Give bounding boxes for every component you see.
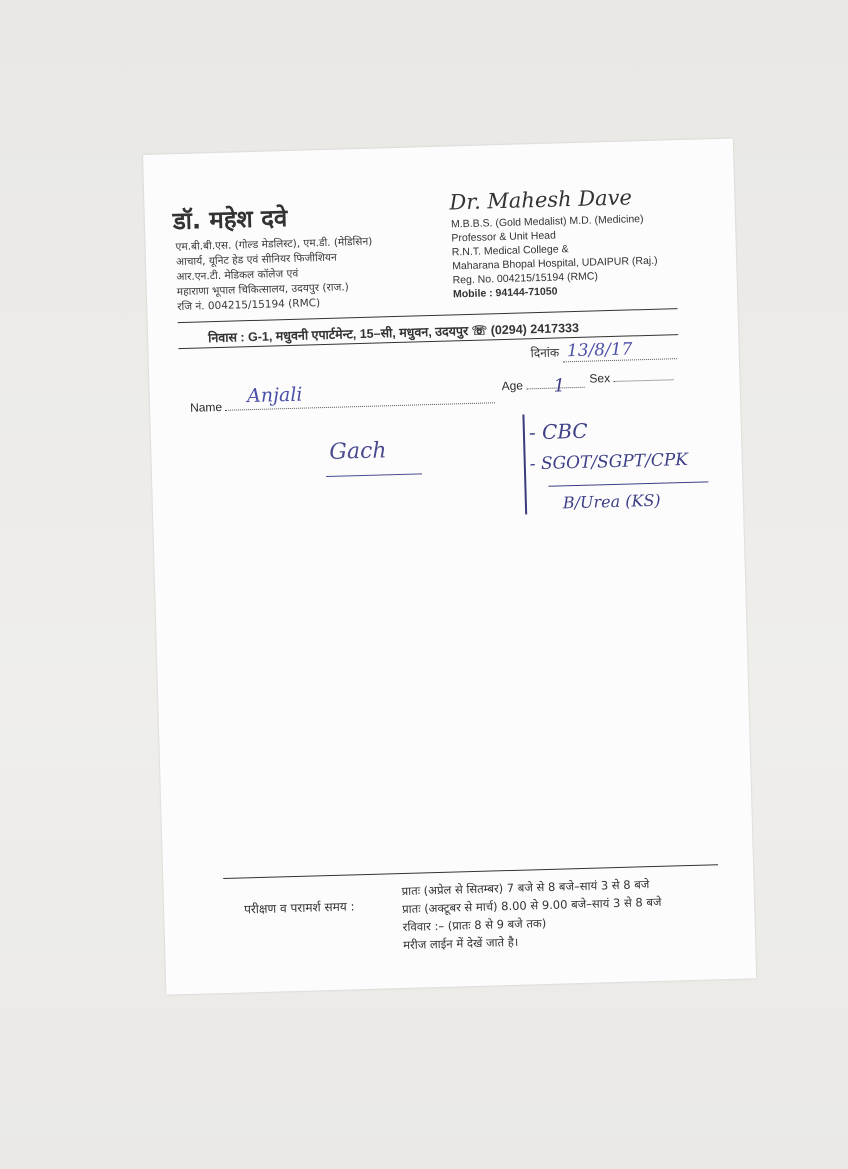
tests-underline (548, 481, 708, 486)
name-label: Name (189, 399, 223, 415)
registration-english: Reg. No. 004215/15194 (RMC) (452, 270, 599, 287)
date-label: दिनांक (530, 345, 560, 361)
hospital-english: Maharana Bhopal Hospital, UDAIPUR (Raj.) (452, 254, 658, 273)
handwritten-complaint: Gach (329, 438, 387, 465)
hours-sunday: रविवार :– (प्रातः 8 से 9 बजे तक) (402, 916, 547, 935)
test-item-2: - SGOT/SGPT/CPK (529, 449, 689, 475)
consultation-hours-label: परीक्षण व परामर्श समय : (243, 899, 355, 917)
designation-hindi: आचार्य, यूनिट हेड एवं सीनियर फिजीशियन (175, 251, 337, 269)
hours-summer: प्रातः (अप्रेल से सितम्बर) 7 बजे से 8 बजे–सायं 3 से 8 बजे (401, 877, 650, 899)
prescription-sheet (143, 139, 756, 995)
mobile-number: Mobile : 94144-71050 (452, 285, 558, 301)
name-field (189, 383, 496, 415)
doctor-name-english: Dr. Mahesh Dave (449, 185, 633, 215)
residence-address: निवास : G-1, मधुवनी एपार्टमेन्ट, 15–सी, मधुवन, उदयपुर ☏ (0294) 2417333 (207, 320, 580, 346)
age-field (501, 377, 584, 393)
qualification-english: M.B.B.S. (Gold Medalist) M.D. (Medicine) (450, 213, 644, 231)
date-value: 13/8/17 (563, 338, 678, 362)
doctor-name-hindi: डॉ. महेश दवे (172, 204, 288, 236)
hours-queue-note: मरीज लाईन में देखें जाते है। (402, 934, 519, 953)
test-item-1: - CBC (528, 418, 589, 445)
rx-number: 1 (553, 375, 566, 397)
test-item-3: B/Urea (KS) (562, 490, 661, 513)
complaint-underline (326, 473, 422, 477)
sex-field (589, 369, 673, 385)
age-label: Age (501, 378, 524, 394)
patient-name-value: Anjali (246, 383, 303, 408)
college-english: R.N.T. Medical College & (451, 243, 569, 259)
sex-label: Sex (589, 371, 611, 386)
date-field (530, 338, 677, 363)
qualification-hindi: एम.बी.बी.एस. (गोल्ड मेडलिस्ट), एम.डी. (मेडिसिन) (175, 235, 373, 254)
registration-hindi: रजि नं. 004215/15194 (RMC) (177, 297, 321, 314)
hours-winter: प्रातः (अक्टूबर से मार्च) 8.00 से 9.00 बजे–सायं 3 से 8 बजे (401, 894, 662, 917)
hospital-hindi: महाराणा भूपाल चिकित्सालय, उदयपुर (राज.) (176, 281, 349, 299)
college-hindi: आर.एन.टी. मेडिकल कॉलेज एवं (176, 267, 299, 284)
designation-english: Professor & Unit Head (451, 229, 557, 245)
tests-bracket (522, 414, 527, 514)
